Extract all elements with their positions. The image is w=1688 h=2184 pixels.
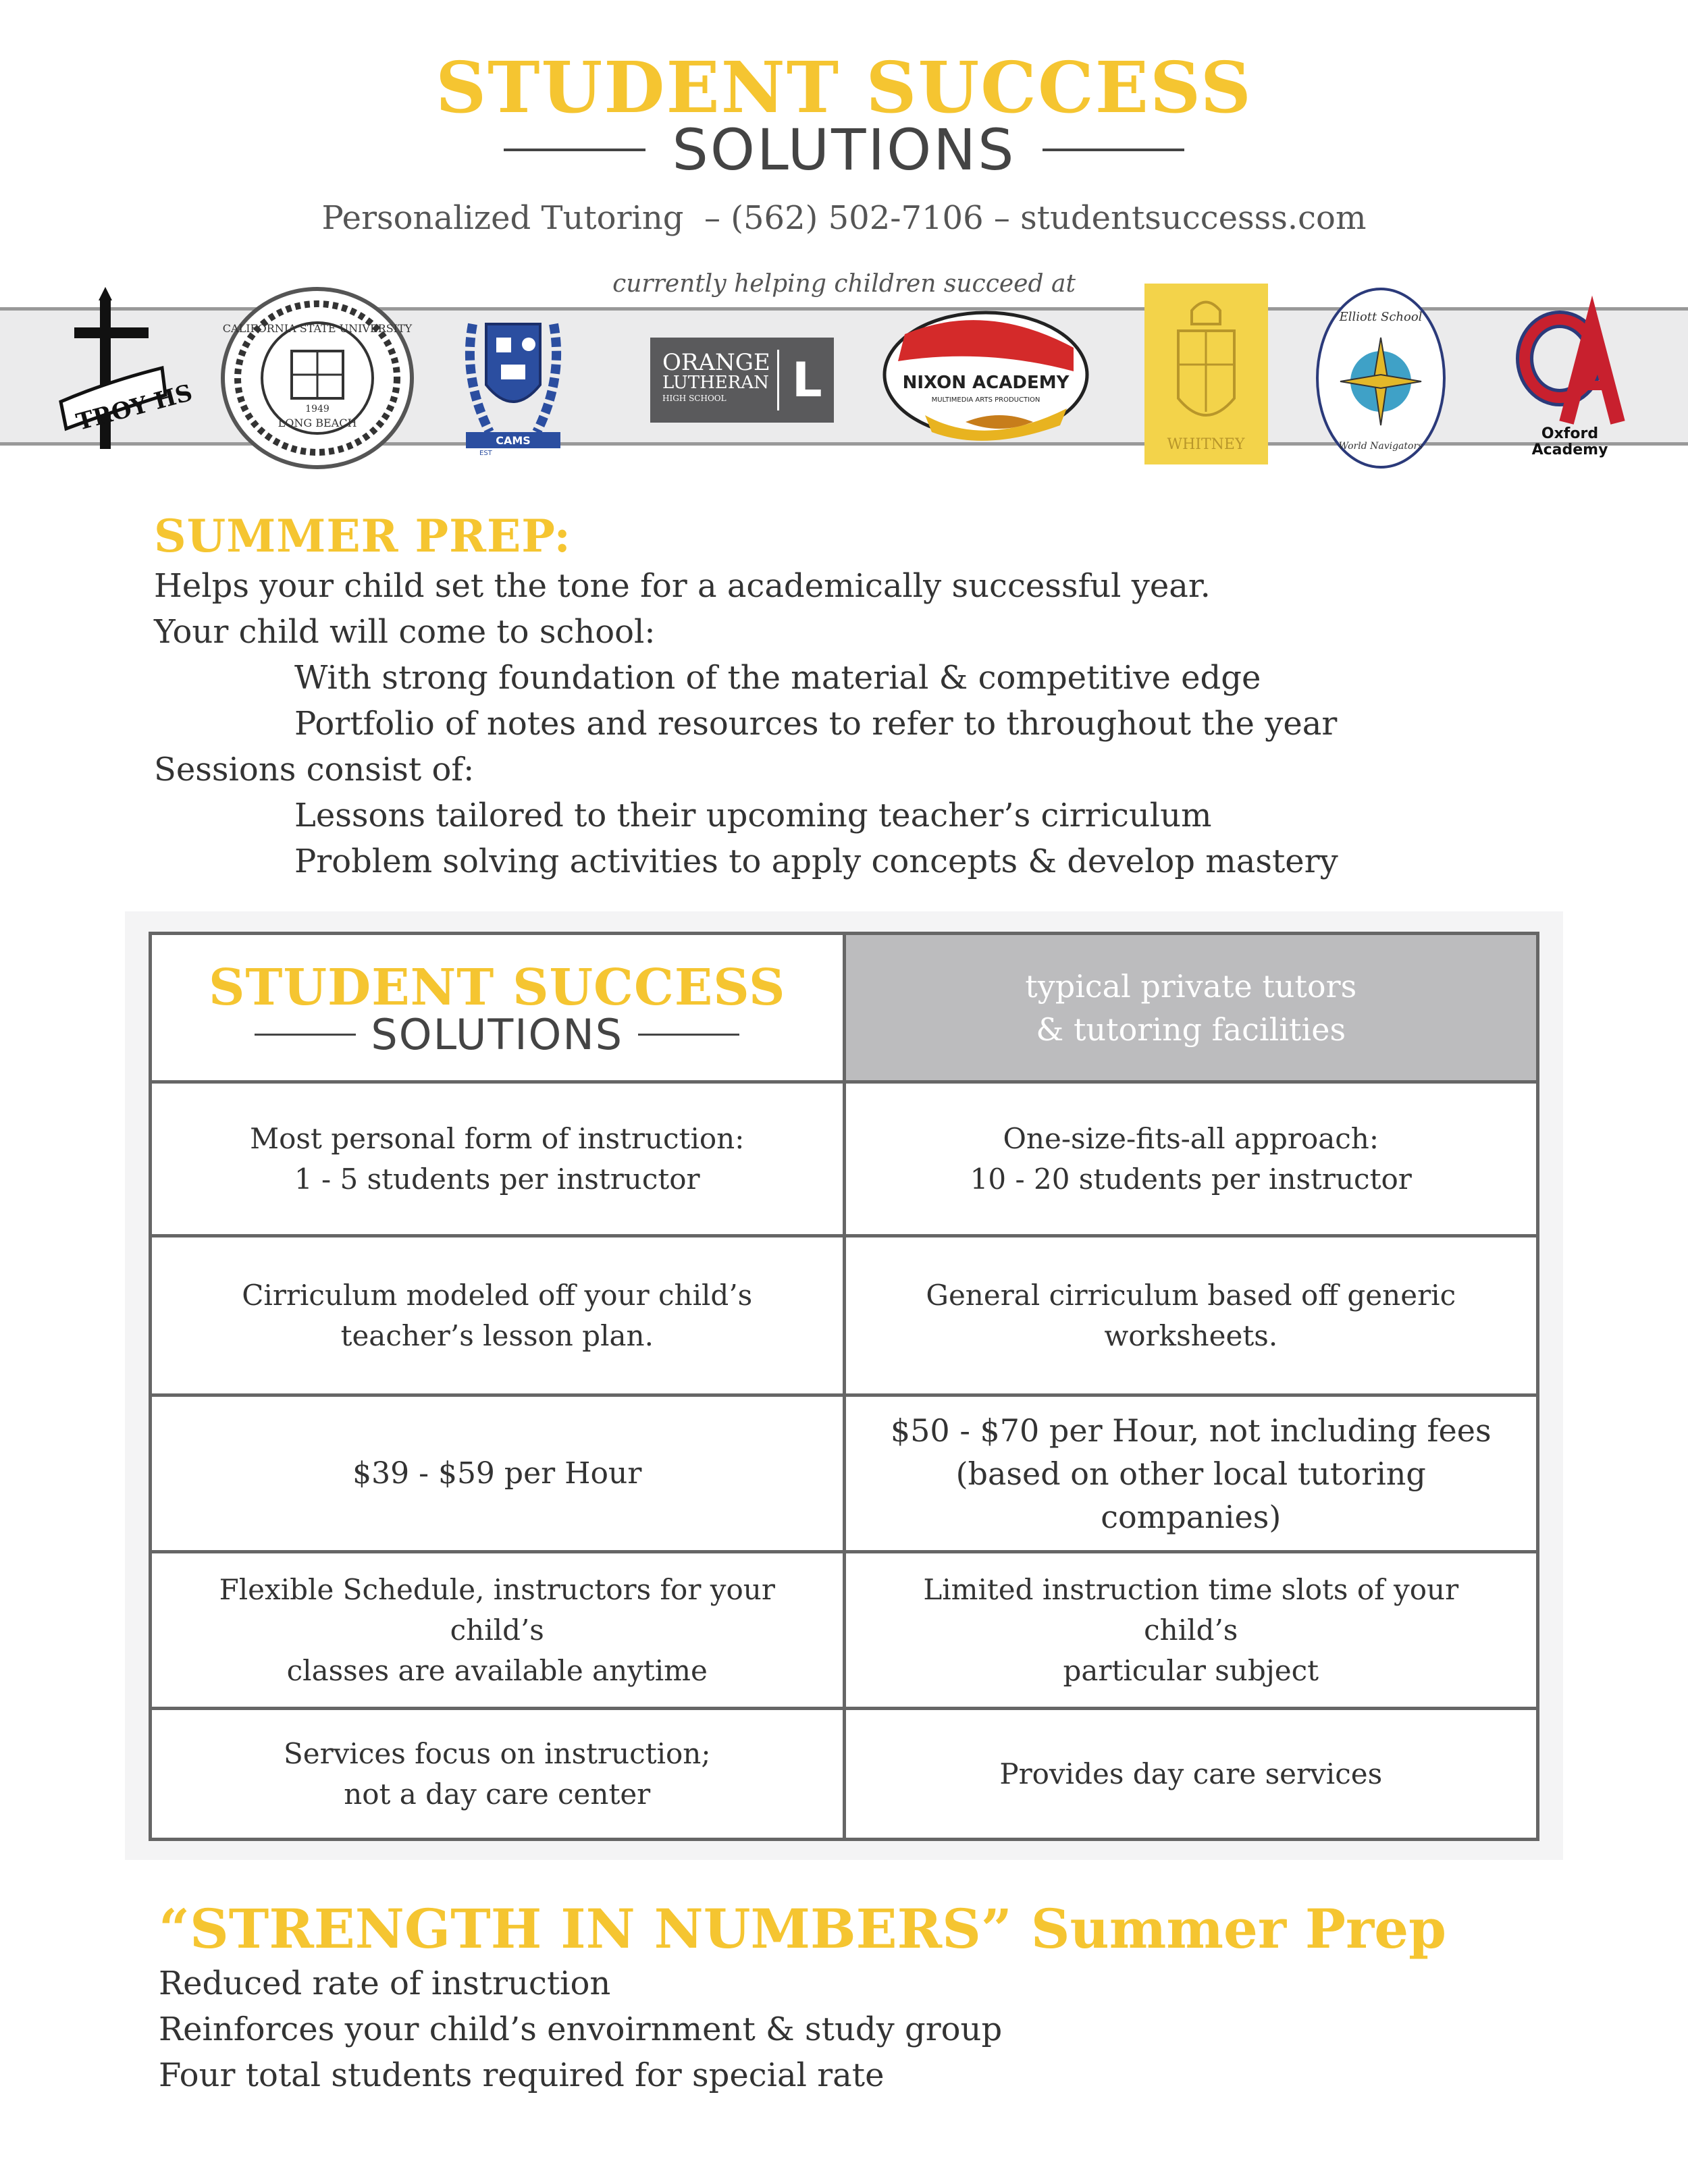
table-cell-others: [844, 1236, 1538, 1395]
table-cell-ours: [151, 1236, 845, 1395]
cell-line: Limited instruction time slots of your child’s: [923, 1572, 1459, 1647]
cell-line: Flexible Schedule, instructors for your child’s: [219, 1572, 775, 1647]
table-row: [151, 1552, 1538, 1709]
table-row: [151, 1395, 1538, 1552]
table-cell-ours: [151, 1552, 845, 1709]
cell-line: General cirriculum based off generic: [926, 1278, 1456, 1312]
table-cell-others: [844, 1709, 1538, 1840]
cell-line: $39 - $59 per Hour: [352, 1456, 642, 1491]
cell-line: not a day care center: [344, 1777, 651, 1811]
cell-line: (based on other local tutoring companies): [955, 1455, 1426, 1535]
table-cell-others: [844, 1395, 1538, 1552]
elliott-bottom-text: World Navigators: [1338, 441, 1423, 452]
brand-subtitle: SOLUTIONS: [672, 117, 1016, 183]
elliott-top-text: Elliott School: [1339, 310, 1423, 324]
table-cell-others: [844, 1552, 1538, 1709]
strength-heading: “STRENGTH IN NUMBERS” Summer Prep: [159, 1897, 1447, 1961]
orange-lutheran-word-1: ORANGE: [662, 349, 770, 376]
oxford-word-1: Oxford: [1541, 425, 1599, 442]
cell-line: Cirriculum modeled off your child’s: [242, 1278, 753, 1312]
divider-line: [638, 1034, 739, 1036]
cell-line: One-size-fits-all approach:: [1003, 1121, 1379, 1155]
cell-line: Most personal form of instruction:: [250, 1121, 745, 1155]
orange-lutheran-mark: L: [792, 352, 822, 408]
cell-line: 10 - 20 students per instructor: [970, 1162, 1412, 1196]
table-header-row: [151, 934, 1538, 1082]
csulb-top-text: CALIFORNIA STATE UNIVERSITY: [222, 322, 413, 335]
divider-line: [1043, 149, 1184, 151]
table-header-others-line: typical private tutors: [1025, 967, 1357, 1005]
come-item: With strong foundation of the material & competitive edge: [294, 659, 1261, 697]
nixon-academy-logo: [878, 307, 1094, 449]
strength-item: Four total students required for special rate: [159, 2056, 885, 2094]
cell-line: 1 - 5 students per instructor: [294, 1162, 700, 1196]
divider-line: [255, 1034, 356, 1036]
whitney-crest: [1144, 284, 1268, 464]
brand-title: STUDENT SUCCESS: [436, 46, 1252, 129]
troy-hs-logo: [47, 287, 196, 462]
cell-line: particular subject: [1063, 1653, 1319, 1687]
orange-lutheran-logo: [650, 338, 834, 423]
csulb-bottom-text: LONG BEACH: [278, 417, 357, 429]
table-brand-subtitle: SOLUTIONS: [371, 1009, 624, 1059]
table-row: [151, 1236, 1538, 1395]
divider-line: [504, 149, 645, 151]
cell-line: teacher’s lesson plan.: [340, 1319, 654, 1352]
come-to-school-label: Your child will come to school:: [154, 613, 656, 651]
table-header-others: [844, 934, 1538, 1082]
orange-lutheran-word-3: HIGH SCHOOL: [662, 394, 727, 403]
cell-line: classes are available anytime: [286, 1653, 708, 1687]
troy-logo-text: TROY HS: [73, 379, 196, 436]
table-cell-ours: [151, 1082, 845, 1236]
strength-item: Reduced rate of instruction: [159, 1965, 611, 2002]
helping-text: currently helping children succeed at: [612, 270, 1076, 298]
table-row: [151, 1709, 1538, 1840]
table-row: [151, 1082, 1538, 1236]
elliott-school-logo: [1313, 284, 1448, 473]
nixon-subtitle: MULTIMEDIA ARTS PRODUCTION: [931, 396, 1040, 404]
table-header-others-line: & tutoring facilities: [1036, 1011, 1346, 1048]
cams-est-text: EST: [479, 450, 492, 457]
session-item: Lessons tailored to their upcoming teacher’s cirriculum: [294, 797, 1212, 834]
table-brand-title: STUDENT SUCCESS: [208, 958, 786, 1017]
cams-crest: [459, 297, 567, 459]
brand-subtitle-row: [0, 116, 1688, 184]
table-cell-ours: [151, 1395, 845, 1552]
table-header-ours: [151, 934, 845, 1082]
contact-line: Personalized Tutoring – (562) 502-7106 – studentsuccesss.com: [321, 199, 1367, 237]
csulb-year-text: 1949: [305, 404, 329, 415]
cell-line: Services focus on instruction;: [283, 1736, 711, 1770]
table-cell-others: [844, 1082, 1538, 1236]
session-item: Problem solving activities to apply concepts & develop mastery: [294, 843, 1338, 880]
oxford-academy-logo: [1512, 307, 1627, 462]
table-cell-ours: [151, 1709, 845, 1840]
cams-text: CAMS: [496, 434, 531, 447]
cell-line: Provides day care services: [999, 1757, 1383, 1790]
cell-line: worksheets.: [1104, 1319, 1278, 1352]
come-item: Portfolio of notes and resources to refer to throughout the year: [294, 705, 1338, 743]
orange-lutheran-word-2: LUTHERAN: [662, 373, 769, 393]
nixon-title: NIXON ACADEMY: [902, 373, 1070, 393]
csulb-seal: [216, 284, 419, 473]
summer-prep-intro: Helps your child set the tone for a academically successful year.: [154, 567, 1211, 605]
summer-prep-heading: SUMMER PREP:: [154, 510, 571, 562]
oxford-mark: OA: [1512, 311, 1514, 312]
divider-line: [777, 350, 779, 410]
cell-line: $50 - $70 per Hour, not including fees: [890, 1412, 1492, 1449]
oxford-word-2: Academy: [1531, 442, 1608, 458]
strength-item: Reinforces your child’s envoirnment & study group: [159, 2010, 1003, 2048]
table-brand-subtitle-row: [179, 1009, 816, 1059]
whitney-text: WHITNEY: [1167, 436, 1245, 453]
sessions-label: Sessions consist of:: [154, 751, 475, 789]
comparison-table: [149, 932, 1539, 1841]
